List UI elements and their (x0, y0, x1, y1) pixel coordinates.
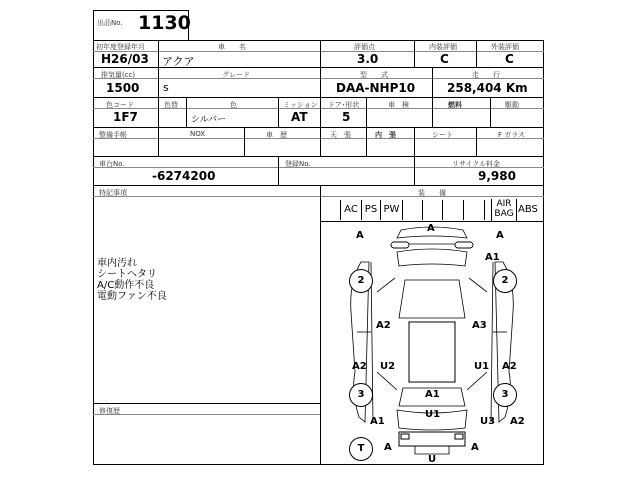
equipment-slot (423, 200, 443, 220)
model-type-value: DAA-NHP10 (336, 81, 416, 95)
inspection-label: 車 検 (388, 101, 409, 109)
model-name-label: 車 名 (218, 43, 246, 51)
displacement-label: 排気量(cc) (101, 71, 136, 79)
fuel-label: 燃料 (448, 101, 462, 109)
recycle-value: 9,980 (478, 169, 516, 183)
damage-mark: A1 (370, 416, 385, 427)
equipment-pw: PW (381, 200, 403, 220)
equipment-slot (403, 200, 423, 220)
grade-label: グレード (222, 71, 250, 79)
damage-mark: U2 (380, 361, 396, 372)
damage-mark: A2 (352, 361, 367, 372)
equipment-slot (464, 200, 485, 220)
equipment-abs: ABS (518, 204, 538, 215)
damage-mark: A1 (485, 252, 500, 263)
note-line: 電動ファン不良 (97, 291, 167, 302)
note-line: A/C動作不良 (97, 280, 155, 291)
first-reg-label: 初年度登録年月 (96, 43, 145, 51)
color-label: 色 (230, 101, 237, 109)
mileage-value: 258,404 Km (447, 81, 528, 95)
model-name-value: アクア (162, 55, 195, 68)
damage-mark: A2 (510, 416, 525, 427)
glass-label: F ガラス (498, 131, 526, 139)
lot-number: 1130 (138, 12, 191, 34)
grade-value: s (163, 81, 169, 94)
wheel-circle: 2 (349, 269, 373, 293)
color-value: シルバー (191, 115, 227, 125)
interior-trim-label: 内 張 (375, 131, 396, 139)
transmission-value: AT (291, 110, 308, 124)
doors-value: 5 (342, 110, 351, 124)
damage-mark: U1 (425, 409, 441, 420)
notes-label: 特記事項 (99, 189, 127, 197)
exterior-value: C (505, 52, 514, 66)
damage-mark: A (356, 230, 364, 241)
wheel-circle: 3 (349, 383, 373, 407)
equipment-divider (340, 200, 341, 220)
note-line: シートヘタリ (97, 269, 157, 280)
equipment-slot (443, 200, 464, 220)
manual-label: 整備手帳 (99, 131, 127, 139)
score-label: 評価点 (354, 43, 375, 51)
equipment-airbag: AIR BAG (491, 199, 517, 221)
damage-mark: A2 (376, 320, 391, 331)
drive-label: 駆動 (505, 101, 519, 109)
transmission-label: ミッション (283, 101, 318, 109)
damage-mark: A (427, 223, 435, 234)
note-line: 車内汚れ (97, 258, 137, 269)
damage-mark: A3 (472, 320, 487, 331)
nox-label: NOX (190, 130, 206, 138)
damage-mark: U3 (480, 416, 496, 427)
first-reg-value: H26/03 (101, 52, 149, 66)
damage-mark: U (428, 454, 437, 465)
wheel-circle: 2 (493, 269, 517, 293)
chassis-label: 車台No. (99, 160, 125, 168)
equipment-ps: PS (362, 200, 381, 220)
seat-label: シート (432, 131, 453, 139)
equipment-ac: AC (341, 200, 362, 220)
model-type-label: 型 式 (360, 71, 388, 79)
recycle-label: リサイクル料金 (452, 160, 501, 168)
car-diagram (321, 222, 543, 464)
damage-mark: A2 (502, 361, 517, 372)
doors-label: ドア･形状 (328, 101, 360, 109)
lot-label: 出品No. (97, 19, 123, 27)
damage-mark: A (384, 442, 392, 453)
color-change-label: 色替 (164, 101, 178, 109)
color-code-value: 1F7 (113, 110, 138, 124)
score-value: 3.0 (357, 52, 379, 66)
wheel-circle: 3 (493, 383, 517, 407)
mileage-label: 走 行 (472, 71, 500, 79)
chassis-value: -6274200 (152, 169, 216, 183)
damage-mark: A1 (425, 389, 440, 400)
equipment-label: 装 備 (418, 189, 446, 197)
damage-mark: A (471, 442, 479, 453)
interior-label: 内装評価 (429, 43, 457, 51)
registration-label: 登録No. (285, 160, 311, 168)
displacement-value: 1500 (106, 81, 140, 95)
roof-label: 天 張 (330, 131, 351, 139)
history-label: 車 歴 (266, 131, 287, 139)
interior-value: C (440, 52, 449, 66)
damage-mark: U1 (474, 361, 490, 372)
spare-tire-circle: T (349, 437, 373, 461)
color-code-label: 色コード (106, 101, 134, 109)
exterior-label: 外装評価 (491, 43, 519, 51)
repair-history-label: 修復歴 (99, 407, 120, 415)
damage-mark: A (496, 230, 504, 241)
